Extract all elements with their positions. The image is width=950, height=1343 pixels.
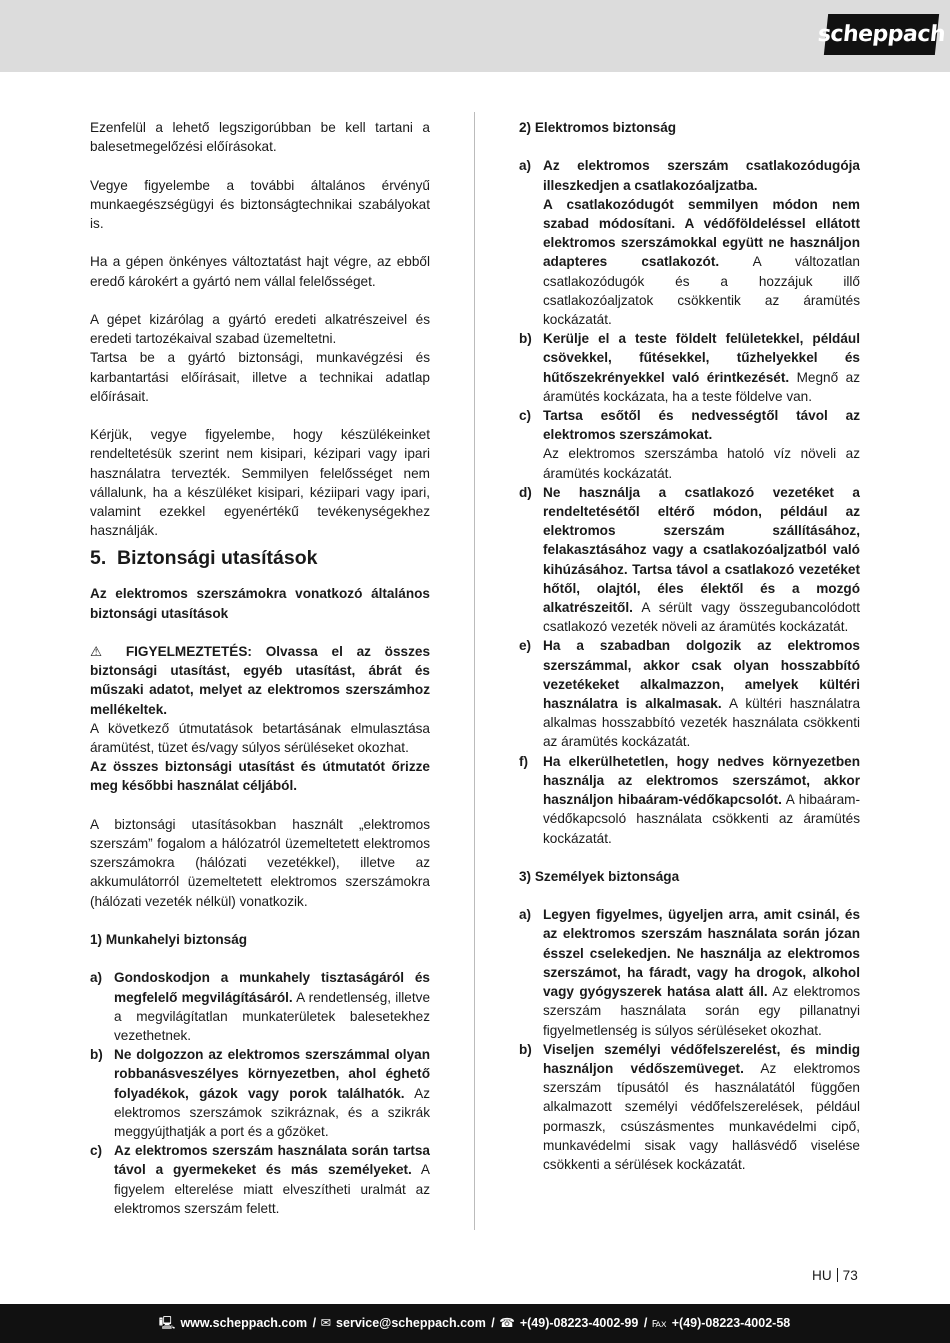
- section-heading: [90, 546, 430, 570]
- list-item: [90, 1045, 430, 1141]
- list-item-bold: Viseljen személyi védőfelszerelést, és mindig használjon védőszemüveget.: [543, 1041, 860, 1076]
- paragraph: Ezenfelül a lehető legszigorúbban be kell tartani a balesetmegelőzési előírásokat.: [90, 120, 430, 155]
- list-item-text: Az elektromos szerszámok szikráznak, és a szikrák meggyújthatják a port és a gőzöket.: [114, 1085, 431, 1140]
- list-marker: c): [519, 408, 532, 424]
- list-item-bold: Legyen figyelmes, ügyeljen arra, amit csinál, és az elektromos szerszám használata során józan ésszel cselekedjen. Ne használja az elektromos szerszámot, ha fáradt, vagy ha drogok, alkohol vagy gyógyszerek hatása alatt áll.: [543, 907, 860, 1000]
- list-item-bold: A csatlakozódugót semmilyen módon nem szabad módosítani. A védőföldeléssel ellátott elektromos szerszámokkal együtt ne használjon adapteres csatlakozót.: [543, 196, 860, 270]
- list-item-text: A kültéri használatra alkalmas hosszabbító vezeték használata csökkenti az áramütés kockázatát.: [543, 696, 861, 750]
- list-item-bold: Az elektromos szerszám csatlakozódugója illeszkedjen a csatlakozóaljzatba.: [543, 158, 860, 193]
- list-item: [519, 406, 860, 483]
- work-safety-title: 1) Munkahelyi biztonság: [90, 932, 248, 948]
- footer-website[interactable]: www.scheppach.com: [180, 1315, 308, 1330]
- subheading: Az elektromos szerszámokra vonatkozó általános biztonsági utasítások: [90, 586, 430, 621]
- list-item-bold: Ha a szabadban dolgozik az elektromos szerszámmal, akkor csak olyan hosszabbító vezetékeket alkalmazzon, amelyek kültéri használatra is alkalmasak.: [543, 638, 860, 712]
- electrical-safety-title: 2) Elektromos biztonság: [519, 120, 677, 135]
- list-item-text: A rendetlenség, illetve a megvilágítatlan munkaterületek balesetekhez vezethetnek.: [114, 989, 431, 1044]
- list-item-text: A sérült vagy összegubancolódott csatlakozó vezeték növeli az áramütés kockázatát.: [543, 600, 860, 635]
- list-item-text: A hibaáram-védőkapcsoló használata csökkenti az áramütés kockázatát.: [543, 792, 860, 846]
- list-marker: a): [519, 907, 532, 923]
- list-marker: b): [519, 331, 532, 347]
- list-item: [519, 483, 860, 637]
- list-item-bold: Gondoskodjon a munkahely tisztaságáról és megfelelő megvilágításáról.: [114, 970, 430, 1005]
- list-item: [519, 905, 860, 1039]
- list-marker: a): [519, 158, 532, 174]
- list-marker: e): [519, 638, 532, 654]
- right-column: [519, 118, 860, 1174]
- paragraph: A gépet kizárólag a gyártó eredeti alkatrészeivel és eredeti tartozékaival szabad üzemeltetni.: [90, 311, 430, 347]
- list-item: [519, 636, 860, 751]
- section-number: 5.: [90, 547, 107, 570]
- list-item: [90, 968, 430, 1045]
- scheppach-logo: scheppach: [824, 14, 939, 55]
- phone-icon: ☎: [499, 1315, 515, 1330]
- warning-block: [90, 642, 430, 719]
- list-item-text: Az elektromos szerszám használata során egy pillanatnyi figyelmetlenség is súlyos sérüléseket okozhat.: [543, 984, 860, 1038]
- footer-email[interactable]: service@scheppach.com: [336, 1315, 486, 1330]
- mail-icon: ✉: [320, 1315, 332, 1330]
- list-item-bold: Az elektromos szerszám használata során tartsa távol a gyermekeket és más személyeket.: [114, 1143, 430, 1178]
- list-item-text: A változatlan csatlakozódugók és a hozzájuk illő csatlakozóaljzatok csökkentik az áramütés kockázatát.: [543, 254, 860, 328]
- list-item: [519, 752, 860, 848]
- list-item: [90, 1141, 430, 1218]
- footer-separator: /: [312, 1315, 317, 1330]
- list-item-text: Az elektromos szerszám típusától és használatától függően alkalmazott személyi védőfelszerelések, például pormaszk, csúszásmentes munkavédelmi cipő, munkavédelmi sisak vagy hallásvédő viselése csökkenti a sérülések kockázatát.: [543, 1060, 860, 1172]
- warning-keep: Az összes biztonsági utasítást és útmutatót őrizze meg későbbi használat céljából.: [90, 759, 430, 794]
- list-item: [519, 329, 860, 406]
- list-item-text: Megnő az áramütés kockázata, ha a teste földelve van.: [543, 369, 860, 404]
- list-item-bold: Kerülje el a teste földelt felületekkel, például csövekkel, fűtésekkel, tűzhelyekkel és hűtőszekrényekkel való érintkezését.: [543, 331, 860, 385]
- section-title: Biztonsági utasítások: [117, 547, 318, 570]
- warning-icon: ⚠: [90, 644, 113, 659]
- list-item: [519, 1040, 860, 1174]
- warning-text: A következő útmutatások betartásának elmulasztása áramütést, tüzet és/vagy súlyos sérüléseket okozhat.: [90, 720, 430, 756]
- warning-label: FIGYELMEZTETÉS:: [125, 644, 252, 659]
- warning-bold-text: Olvassa el az összes biztonsági utasítást, egyéb utasítást, ábrát és műszaki adatot, melyet az elektromos szerszámhoz mellékeltek.: [90, 644, 431, 717]
- computer-icon: 🖳: [158, 1315, 176, 1330]
- footer-separator: /: [491, 1315, 495, 1330]
- paragraph: Tartsa be a gyártó biztonsági, munkavégzési és karbantartási előírásait, illetve a technikai adatlap előírásait.: [90, 350, 430, 404]
- footer-fax: +(49)-08223-4002-58: [671, 1315, 791, 1330]
- paragraph: Vegye figyelembe a további általános érvényű munkaegészségügyi és biztonságtechnikai szabályokat is.: [90, 177, 430, 231]
- list-marker: d): [519, 484, 532, 500]
- list-item-bold: Ha elkerülhetetlen, hogy nedves környezetben használja az elektromos szerszámot, akkor használjon hibaáram-védőkapcsolót.: [543, 753, 860, 808]
- list-item-bold: Ne használja a csatlakozó vezetéket a rendeltetésétől eltérő módon, például az elektromos szerszám szállításához, felakasztásához vagy a csatlakozóaljzatból való kihúzásához. Tartsa távol a csatlakozó vezetéket hőtől, olajtól, éles élektől és a mozgó alkatrészeitől.: [543, 484, 860, 616]
- paragraph: Kérjük, vegye figyelembe, hogy készülékeinket rendeltetésük szerint nem kisipari, kézipari vagy ipari használatra tervezték. Semmilyen felelősséget nem vállalunk, ha a készüléket kisipari, kéziipari vagy ipari, valamint ezekkel egyenértékű tevékenységekhez használják.: [90, 427, 430, 539]
- list-item-text: A figyelem elterelése miatt elveszítheti uralmát az elektromos szerszám felett.: [114, 1162, 430, 1216]
- definition-paragraph: A biztonsági utasításokban használt „elektromos szerszám” fogalom a hálózatról üzemeltetett elektromos szerszámokra (hálózati vezetékkel), illetve az akkumulátorról üzemeltetett elektromos szerszámokra (hálózati vezeték nélkül) vonatkozik.: [90, 816, 430, 909]
- list-item-text: Az elektromos szerszámba hatoló víz növeli az áramütés kockázatát.: [543, 446, 860, 481]
- list-marker: b): [519, 1041, 532, 1057]
- list-marker: a): [90, 970, 103, 986]
- footer-phone[interactable]: +(49)-08223-4002-99: [519, 1315, 639, 1330]
- footer-separator: /: [643, 1315, 648, 1330]
- list-item-bold: Tartsa esőtől és nedvességtől távol az elektromos szerszámokat.: [543, 408, 860, 443]
- paragraph: Ha a gépen önkényes változtatást hajt végre, az ebből eredő károkért a gyártó nem vállal felelősséget.: [90, 254, 430, 289]
- list-item: [519, 156, 860, 329]
- page-number: [812, 1266, 858, 1285]
- footer-band: [0, 1304, 950, 1343]
- header-band: [0, 0, 950, 72]
- list-marker: b): [90, 1047, 103, 1063]
- page-number-value: 73: [842, 1268, 858, 1283]
- left-column: [90, 118, 430, 1218]
- language-code: HU: [812, 1268, 832, 1283]
- list-item-bold: Ne dolgozzon az elektromos szerszámmal olyan robbanásveszélyes környezetben, ahol éghető folyadékok, gázok vagy porok találhatók.: [114, 1047, 430, 1101]
- fax-icon: ℻: [651, 1315, 667, 1330]
- list-marker: f): [519, 753, 529, 769]
- personal-safety-title: 3) Személyek biztonsága: [519, 868, 680, 884]
- column-divider: [474, 112, 475, 1230]
- list-marker: c): [90, 1143, 103, 1159]
